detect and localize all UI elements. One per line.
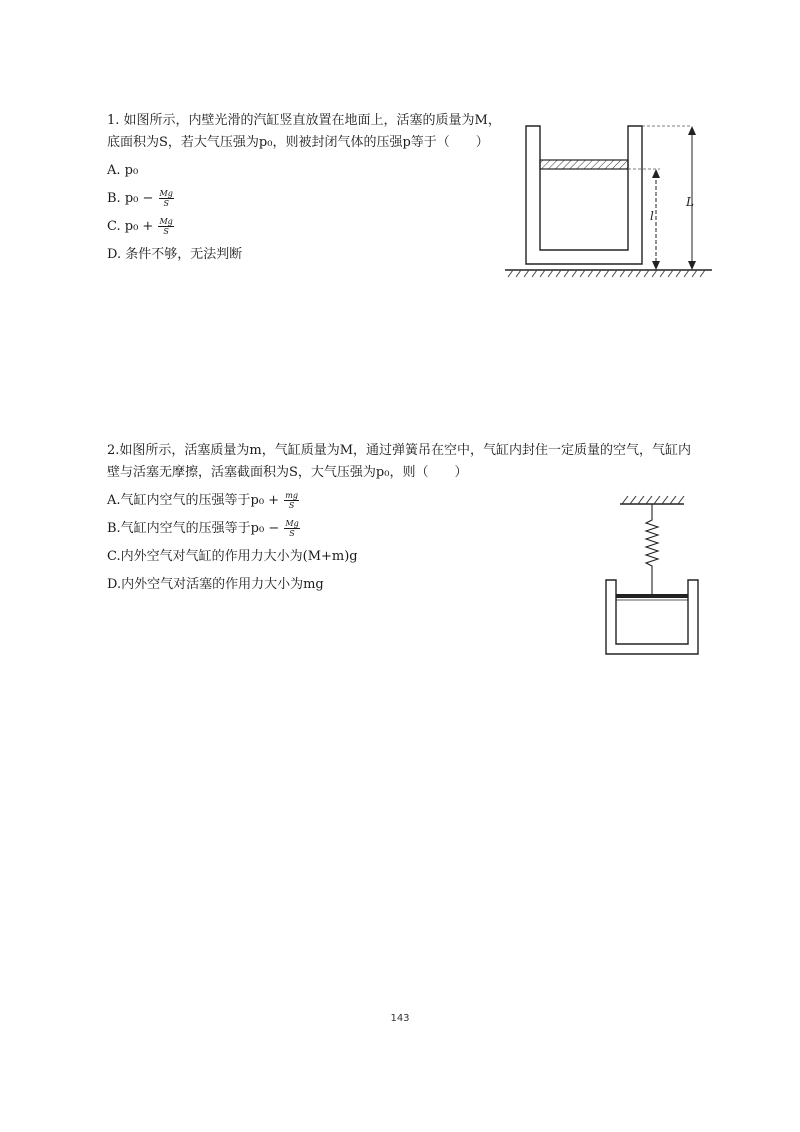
option-c-prefix: C. p₀ +: [107, 219, 154, 234]
ceiling-hatch: [622, 496, 684, 504]
option-b-fraction: [284, 519, 299, 538]
fraction-denominator: S: [163, 199, 169, 208]
question-1: [107, 110, 507, 266]
option-b-fraction: [159, 189, 174, 208]
question-1-option-d: D. 条件不够，无法判断: [107, 247, 243, 262]
question-1-option-b: [107, 188, 507, 210]
question-2-option-d: D.内外空气对活塞的作用力大小为mg: [107, 577, 324, 592]
fraction-numerator: mg: [285, 491, 298, 500]
figure-cylinder-on-ground: [500, 118, 720, 283]
option-a-fraction: [284, 491, 299, 510]
fraction-numerator: Mg: [159, 217, 173, 226]
fraction-numerator: Mg: [285, 519, 299, 528]
question-1-option-c: [107, 216, 507, 238]
spring: [646, 504, 658, 594]
page-number: 143: [390, 1013, 410, 1024]
question-1-stem: 1. 如图所示，内壁光滑的汽缸竖直放置在地面上，活塞的质量为M，底面积为S，若大气压强为p₀，则被封闭气体的压强p等于（ ）: [107, 113, 501, 150]
figure-cylinder-hung-by-spring: [600, 490, 700, 660]
label-L: L: [686, 195, 694, 209]
fraction-numerator: Mg: [159, 189, 173, 198]
piston: [616, 594, 688, 598]
option-a-prefix: A.气缸内空气的压强等于p₀ +: [107, 493, 280, 508]
question-1-option-a: A. p₀: [107, 163, 139, 178]
option-b-prefix: B.气缸内空气的压强等于p₀ −: [107, 521, 280, 536]
cylinder-outer-wall: [526, 126, 642, 264]
question-2-option-c: C.内外空气对气缸的作用力大小为(M+m)g: [107, 549, 358, 564]
label-l: l: [650, 209, 654, 223]
fraction-denominator: S: [288, 501, 295, 510]
ground-hatch: [508, 270, 705, 277]
fraction-denominator: S: [163, 227, 169, 236]
option-c-fraction: [158, 217, 173, 236]
fraction-denominator: S: [289, 529, 295, 538]
option-b-prefix: B. p₀ −: [107, 191, 154, 206]
question-2-stem: 2.如图所示，活塞质量为m，气缸质量为M，通过弹簧吊在空中，气缸内封住一定质量的空气，气缸内壁与活塞无摩擦，活塞截面积为S，大气压强为p₀，则（ ）: [107, 443, 692, 480]
piston: [540, 160, 628, 169]
